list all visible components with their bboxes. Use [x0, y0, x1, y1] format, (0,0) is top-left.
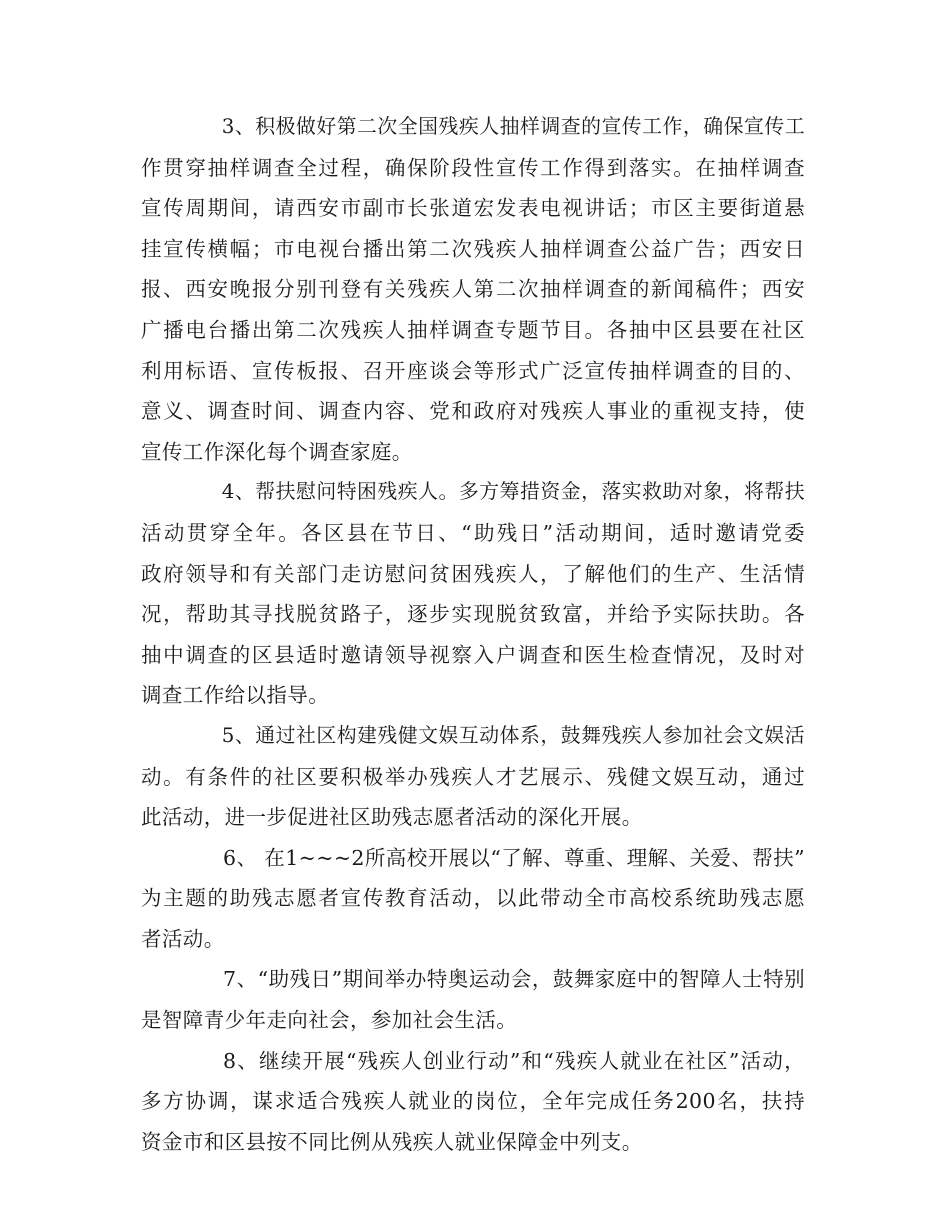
paragraph-item-6 — [141, 838, 805, 960]
text-line: 况，帮助其寻找脱贫路子，逐步实现脱贫致富，并给予实际扶助。各 — [141, 602, 805, 627]
text-line: 挂宣传横幅；市电视台播出第二次残疾人抽样调查公益广告；西安日 — [141, 236, 805, 261]
text-line: 为主题的助残志愿者宣传教育活动，以此带动全市高校系统助残志愿 — [141, 886, 805, 911]
text-line: 作贯穿抽样调查全过程，确保阶段性宣传工作得到落实。在抽样调查 — [141, 155, 805, 180]
paragraph-item-7 — [141, 959, 805, 1040]
document-body — [141, 107, 805, 1162]
text-line: 动。有条件的社区要积极举办残疾人才艺展示、残健文娱互动，通过 — [141, 764, 805, 789]
paragraph-item-3 — [141, 107, 805, 472]
text-line: 利用标语、宣传板报、召开座谈会等形式广泛宣传抽样调查的目的、 — [141, 358, 805, 383]
text-line: 4、帮扶慰问特困残疾人。多方筹措资金，落实救助对象，将帮扶 — [221, 480, 805, 504]
text-line: 7、“助残日”期间举办特奥运动会，鼓舞家庭中的智障人士特别 — [223, 967, 805, 992]
text-line: 报、西安晚报分别刊登有关残疾人第二次抽样调查的新闻稿件；西安 — [141, 277, 805, 302]
text-line: 多方协调，谋求适合残疾人就业的岗位，全年完成任务200名，扶持 — [141, 1089, 805, 1114]
paragraph-item-8 — [141, 1041, 805, 1163]
text-line: 抽中调查的区县适时邀请领导视察入户调查和医生检查情况，及时对 — [141, 642, 805, 667]
text-line: 政府领导和有关部门走访慰问贫困残疾人，了解他们的生产、生活情 — [141, 561, 805, 586]
text-line: 调查工作给以指导。 — [141, 683, 330, 708]
text-line: 广播电台播出第二次残疾人抽样调查专题节目。各抽中区县要在社区 — [141, 317, 805, 342]
text-line: 6、 在1~~~2所高校开展以“了解、尊重、理解、关爱、帮扶” — [223, 845, 805, 870]
text-line: 是智障青少年走向社会，参加社会生活。 — [141, 1008, 518, 1033]
text-line: 者活动。 — [141, 926, 225, 951]
text-line: 宣传工作深化每个调查家庭。 — [141, 439, 413, 464]
paragraph-item-5 — [141, 716, 805, 838]
text-line: 资金市和区县按不同比例从残疾人就业保障金中列支。 — [141, 1129, 643, 1154]
text-line: 5、通过社区构建残健文娱互动体系，鼓舞残疾人参加社会文娱活 — [221, 723, 805, 747]
text-line: 活动贯穿全年。各区县在节日、“助残日”活动期间，适时邀请党委 — [141, 520, 805, 545]
text-line: 宣传周期间，请西安市副市长张道宏发表电视讲话；市区主要街道悬 — [141, 196, 805, 221]
paragraph-item-4 — [141, 472, 805, 716]
text-line: 8、继续开展“残疾人创业行动”和“残疾人就业在社区”活动， — [223, 1048, 805, 1073]
text-line: 意义、调查时间、调查内容、党和政府对残疾人事业的重视支持，使 — [141, 399, 805, 424]
text-line: 此活动，进一步促进社区助残志愿者活动的深化开展。 — [141, 805, 643, 830]
text-line: 3、积极做好第二次全国残疾人抽样调查的宣传工作，确保宣传工 — [221, 115, 805, 138]
